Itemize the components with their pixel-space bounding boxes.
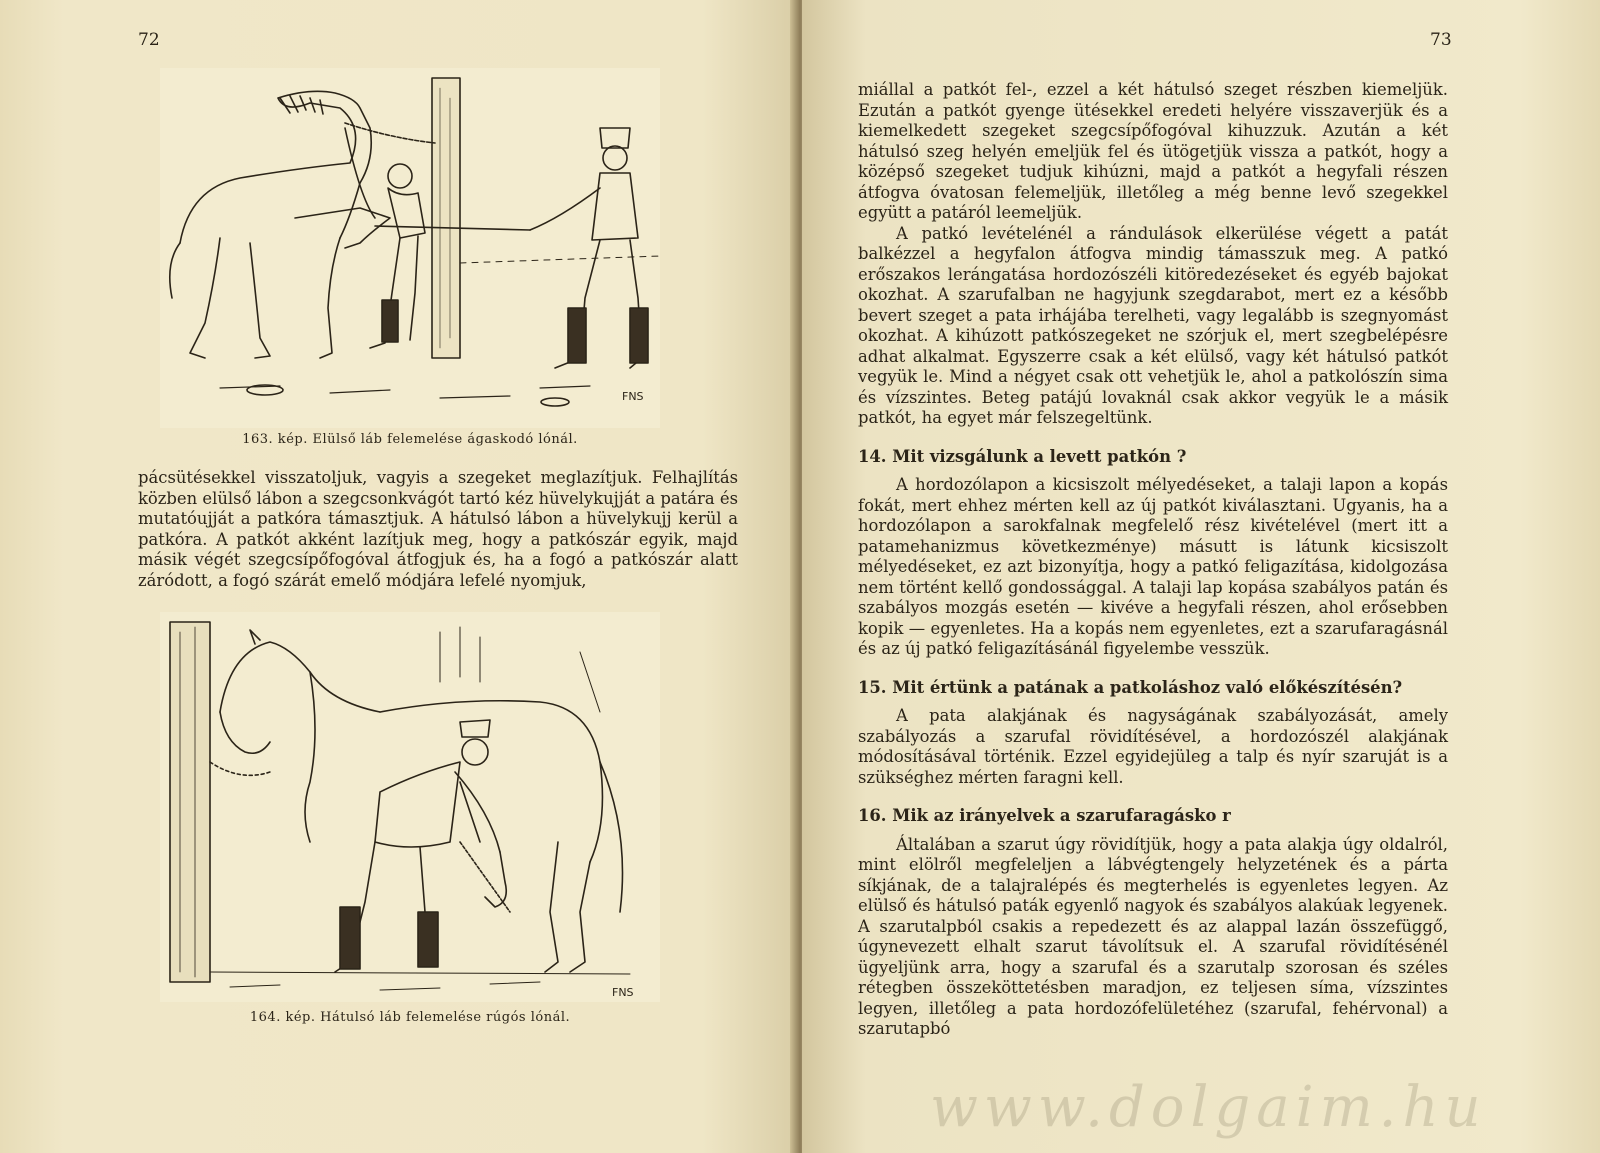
figure-164-signature: FNS <box>612 986 634 999</box>
right-page <box>802 0 1600 1153</box>
right-paragraph-1: miállal a patkót fel-, ezzel a két hátulsó szeget részben kiemeljük. Ezután a patkót gyenge ütésekkel eredeti helyére visszaverjük és a kiemelkedett szegeket szegcsípőfogóval kihuzzuk. Azután a két hátulsó szeg helyén emeljük fel és ütögetjük vissza a patkót, hogy a középső szegeket tudjuk kihúzni, majd a patkót a hegyfali részen átfogva óvatosan felemeljük, illetőleg a még benne levő szegekkel együtt a patáról leemeljük. <box>858 80 1448 222</box>
figure-163-caption: 163. kép. Elülső láb felemelése ágaskodó lónál. <box>242 432 578 447</box>
left-paragraph <box>138 468 738 591</box>
right-paragraph-3: A hordozólapon a kicsiszolt mélyedéseket, a talaji lapon a kopás fokát, mert ehhez mérten kell az új patkót kiválasztani. Ugyanis, ha a hordozólapon a sarokfalnak megfelelő rész kivételével (mert itt a patamehanizmus következménye) másutt is látunk kicsiszolt mélyedéseket, ez azt bizonyítja, hogy a patkó feligazítása, kidolgozása nem történt kellő gondossággal. A talaji lap kopása szabályos patán és szabályos mozgás esetén — kivéve a hegyfali részen, ahol erősebben kopik — egyenletes. Ha a kopás nem egyenletes, ezt a szarufaragásnál és az új patkó feligazításánál figyelembe vesszük. <box>858 475 1448 658</box>
right-paragraph-5: Általában a szarut úgy rövidítjük, hogy a pata alakja úgy oldalról, mint elölről megfeleljen a lábvégtengely helyzetének és a párta síkjának, de a talajralépés és megterhelés is egyenletes legyen. Az elülső és hátulsó paták egyenlő nagyok és szabályos alakúak legyenek. A szarutalpból csakis a repedezett és az alappal lazán összefüggő, úgynevezett elhalt szarut távolítsuk el. A szarufal rövidítésénél ügyeljünk arra, hogy a szarufal és a szarutalp szorosan és széles rétegben összeköttetésben maradjon, ez teljesen síma, vízszintes legyen, illetőleg a pata hordozófelületéhez (szarufal, fehérvonal) a szarutapbó <box>858 834 1448 1038</box>
figure-163 <box>160 68 660 428</box>
right-paragraph-2: A patkó levételénél a rándulások elkerülése végett a patát balkézzel a hegyfalon átfogva mindig támasszuk meg. A patkó erőszakos lerángatása hordozószéli kitöredezéseket és egyéb bajokat okozhat. A szarufalban ne hagyjunk szegdarabot, mert ez a később bevert szeget a pata irhájába terelheti, vagy legalább is szegnyomást okozhat. A kihúzott patkószegeket ne szórjuk el, mert szegbelépésre adhat alkalmat. Egyszerre csak a két elülső, vagy két hátulsó patkót vegyük le. Mind a négyet csak ott vehetjük le, ahol a patkolószín sima és vízszintes. Beteg patájú lovaknál csak akkor vegyük le a másik patkót, ha egyet már felszegeltünk. <box>858 223 1448 427</box>
horse-hind-leg-illustration <box>160 612 660 1002</box>
right-paragraph-4: A pata alakjának és nagyságának szabályozását, amely szabályozás a szarufal rövidítésével, a hordozószél alakjának módosításával történik. Ezzel egyidejüleg a talp és nyír szaruját is a szükséghez mérten faragni kell. <box>858 706 1448 787</box>
left-page <box>0 0 798 1153</box>
right-text-column <box>858 80 1448 1040</box>
watermark: www.dolgaim.hu <box>930 1075 1487 1140</box>
figure-164-caption: 164. kép. Hátulsó láb felemelése rúgós lónál. <box>249 1010 571 1025</box>
figure-164 <box>160 612 660 1002</box>
heading-15: 15. Mit értünk a patának a patkoláshoz való előkészítésén? <box>858 677 1403 697</box>
page-number-right: 73 <box>1430 30 1452 50</box>
left-paragraph-text: pácsütésekkel visszatoljuk, vagyis a szegeket meglazítjuk. Felhajlítás közben elülső lábon a szegcsonkvágót tartó kéz hüvelykujját a patára és mutatóujját a patkóra támasztjuk. A hátulsó lábon a hüvelykujj kerül a patkóra. A patkót akként lazítjuk meg, hogy a patkószár egyik, majd másik végét szegcsípőfogóval átfogjuk és, ha a fogó a patkószár alatt záródott, a fogó szárát emelő módjára lefelé nyomjuk, <box>138 468 738 590</box>
horse-rearing-illustration <box>160 68 660 428</box>
figure-163-signature: FNS <box>622 390 644 403</box>
heading-16: 16. Mik az irányelvek a szarufaragásko r <box>858 806 1231 825</box>
page-number-left: 72 <box>138 30 160 50</box>
heading-14: 14. Mit vizsgálunk a levett patkón ? <box>858 446 1187 466</box>
